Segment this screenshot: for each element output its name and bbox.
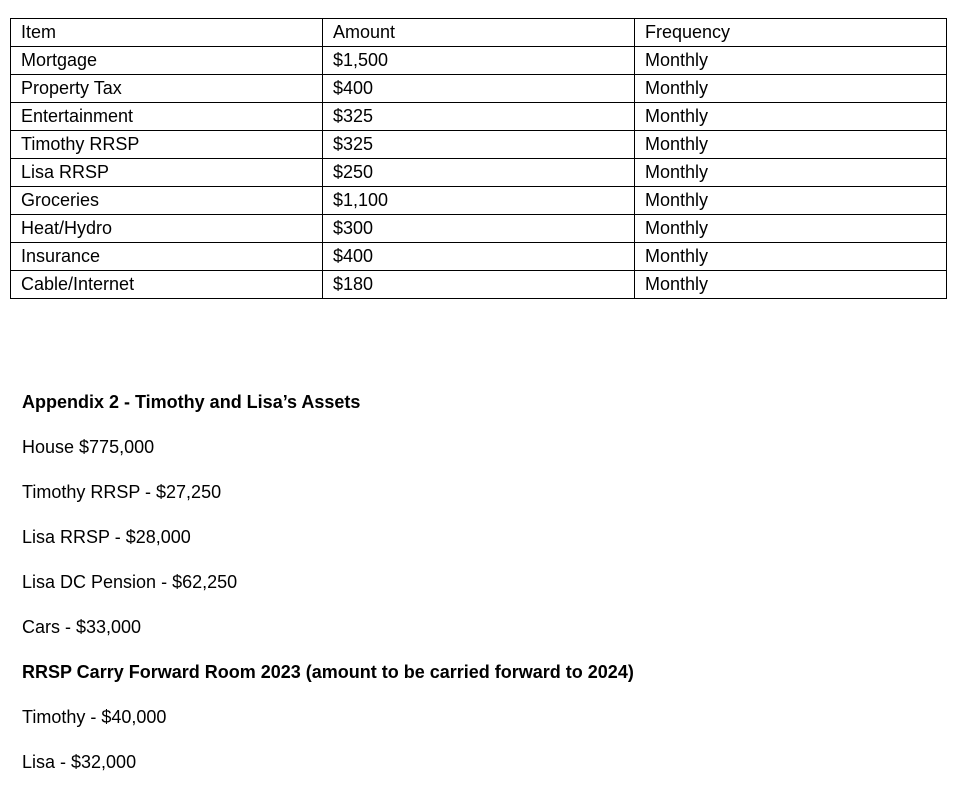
carry-forward-heading: RRSP Carry Forward Room 2023 (amount to be carried forward to 2024) xyxy=(22,662,634,682)
appendix-heading: Appendix 2 - Timothy and Lisa’s Assets xyxy=(22,392,361,412)
table-row xyxy=(11,271,947,299)
cell-amount: $325 xyxy=(323,103,635,131)
header-amount: Amount xyxy=(323,19,635,47)
table-row xyxy=(11,215,947,243)
header-item: Item xyxy=(11,19,323,47)
cell-item: Timothy RRSP xyxy=(11,131,323,159)
cell-amount: $1,100 xyxy=(323,187,635,215)
cell-amount: $180 xyxy=(323,271,635,299)
cell-item: Groceries xyxy=(11,187,323,215)
cell-amount: $400 xyxy=(323,243,635,271)
cell-amount: $1,500 xyxy=(323,47,635,75)
asset-timothy-rrsp: Timothy RRSP - $27,250 xyxy=(22,482,222,502)
cell-frequency: Monthly xyxy=(635,47,947,75)
carry-forward-timothy: Timothy - $40,000 xyxy=(22,707,167,727)
cell-amount: $400 xyxy=(323,75,635,103)
cell-item: Lisa RRSP xyxy=(11,159,323,187)
cell-frequency: Monthly xyxy=(635,131,947,159)
asset-lisa-dc-pension: Lisa DC Pension - $62,250 xyxy=(22,572,238,592)
cell-frequency: Monthly xyxy=(635,215,947,243)
cell-item: Insurance xyxy=(11,243,323,271)
expenses-table xyxy=(10,18,947,299)
table-row xyxy=(11,131,947,159)
cell-amount: $250 xyxy=(323,159,635,187)
cell-item: Cable/Internet xyxy=(11,271,323,299)
table-row xyxy=(11,103,947,131)
cell-frequency: Monthly xyxy=(635,103,947,131)
cell-amount: $300 xyxy=(323,215,635,243)
table-row xyxy=(11,47,947,75)
table-row xyxy=(11,187,947,215)
cell-frequency: Monthly xyxy=(635,159,947,187)
carry-forward-lisa: Lisa - $32,000 xyxy=(22,752,137,772)
table-row xyxy=(11,243,947,271)
cell-frequency: Monthly xyxy=(635,187,947,215)
table-row xyxy=(11,75,947,103)
table-header-row xyxy=(11,19,947,47)
header-frequency: Frequency xyxy=(635,19,947,47)
table-row xyxy=(11,159,947,187)
asset-house: House $775,000 xyxy=(22,437,155,457)
cell-item: Heat/Hydro xyxy=(11,215,323,243)
cell-frequency: Monthly xyxy=(635,75,947,103)
cell-frequency: Monthly xyxy=(635,271,947,299)
cell-amount: $325 xyxy=(323,131,635,159)
asset-cars: Cars - $33,000 xyxy=(22,617,142,637)
asset-lisa-rrsp: Lisa RRSP - $28,000 xyxy=(22,527,191,547)
cell-frequency: Monthly xyxy=(635,243,947,271)
cell-item: Property Tax xyxy=(11,75,323,103)
cell-item: Entertainment xyxy=(11,103,323,131)
cell-item: Mortgage xyxy=(11,47,323,75)
